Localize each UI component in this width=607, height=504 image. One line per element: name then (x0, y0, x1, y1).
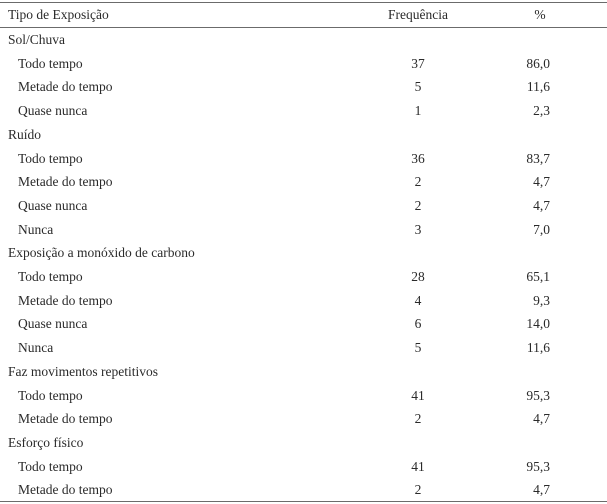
frequency-cell: 36 (411, 150, 425, 166)
row-label: Quase nunca (18, 316, 88, 332)
frequency-cell: 37 (411, 55, 425, 71)
percent-cell: 95,3 (526, 387, 550, 403)
row-label: Todo tempo (18, 387, 83, 403)
percent-cell: 4,7 (533, 411, 550, 427)
table-row (0, 312, 607, 336)
table-row (0, 289, 607, 313)
table-row (0, 218, 607, 242)
row-label: Nunca (18, 221, 54, 237)
table-row (0, 75, 607, 99)
frequency-cell: 2 (414, 174, 422, 190)
table-row (0, 265, 607, 289)
table-row (0, 455, 607, 479)
percent-cell: 83,7 (526, 150, 550, 166)
group-header-row (0, 360, 607, 384)
frequency-cell: 2 (414, 197, 422, 213)
table-bottom-rule (0, 501, 607, 502)
frequency-cell: 5 (414, 79, 422, 95)
frequency-cell: 6 (414, 316, 422, 332)
row-label: Todo tempo (18, 55, 83, 71)
frequency-cell: 41 (411, 387, 425, 403)
group-header-row (0, 123, 607, 147)
group-header-row (0, 431, 607, 455)
percent-cell: 4,7 (533, 482, 550, 498)
group-header-row (0, 28, 607, 52)
group-label: Exposição a monóxido de carbono (8, 245, 195, 261)
frequency-cell: 5 (414, 340, 422, 356)
group-label: Faz movimentos repetitivos (8, 363, 158, 379)
frequency-cell: 1 (414, 103, 422, 119)
table-row (0, 194, 607, 218)
group-label: Sol/Chuva (8, 32, 66, 47)
percent-cell: 65,1 (526, 269, 550, 284)
table-row (0, 407, 607, 431)
frequency-cell: 3 (414, 221, 422, 237)
row-label: Metade do tempo (18, 292, 113, 308)
group-label: Esforço físico (8, 434, 84, 450)
table-row (0, 384, 607, 408)
header-percent: % (534, 7, 546, 22)
percent-cell: 11,6 (526, 340, 550, 356)
row-label: Quase nunca (18, 197, 88, 213)
table-row (0, 170, 607, 194)
frequency-cell: 2 (414, 482, 422, 498)
row-label: Nunca (18, 340, 54, 356)
row-label: Todo tempo (18, 269, 83, 284)
table-row (0, 99, 607, 123)
percent-cell: 11,6 (526, 79, 550, 95)
percent-cell: 4,7 (533, 197, 550, 213)
frequency-cell: 4 (414, 292, 422, 308)
group-label: Ruído (8, 126, 42, 142)
percent-cell: 86,0 (526, 55, 550, 71)
percent-cell: 14,0 (526, 316, 550, 332)
group-header-row (0, 241, 607, 265)
frequency-cell: 2 (414, 411, 422, 427)
table-row (0, 52, 607, 76)
row-label: Todo tempo (18, 458, 83, 474)
percent-cell: 2,3 (533, 103, 550, 119)
table-row (0, 147, 607, 171)
frequency-cell: 28 (411, 269, 425, 284)
table-header-row (0, 3, 607, 27)
row-label: Metade do tempo (18, 411, 113, 427)
percent-cell: 95,3 (526, 458, 550, 474)
percent-cell: 4,7 (533, 174, 550, 190)
row-label: Metade do tempo (18, 174, 113, 190)
row-label: Metade do tempo (18, 482, 113, 498)
header-type-of-exposure: Tipo de Exposição (8, 7, 109, 22)
row-label: Todo tempo (18, 150, 83, 166)
percent-cell: 7,0 (533, 221, 550, 237)
table-row (0, 478, 607, 502)
percent-cell: 9,3 (533, 292, 550, 308)
row-label: Metade do tempo (18, 79, 113, 95)
table-row (0, 336, 607, 360)
row-label: Quase nunca (18, 103, 88, 119)
header-frequency: Frequência (388, 7, 448, 22)
frequency-cell: 41 (411, 458, 425, 474)
